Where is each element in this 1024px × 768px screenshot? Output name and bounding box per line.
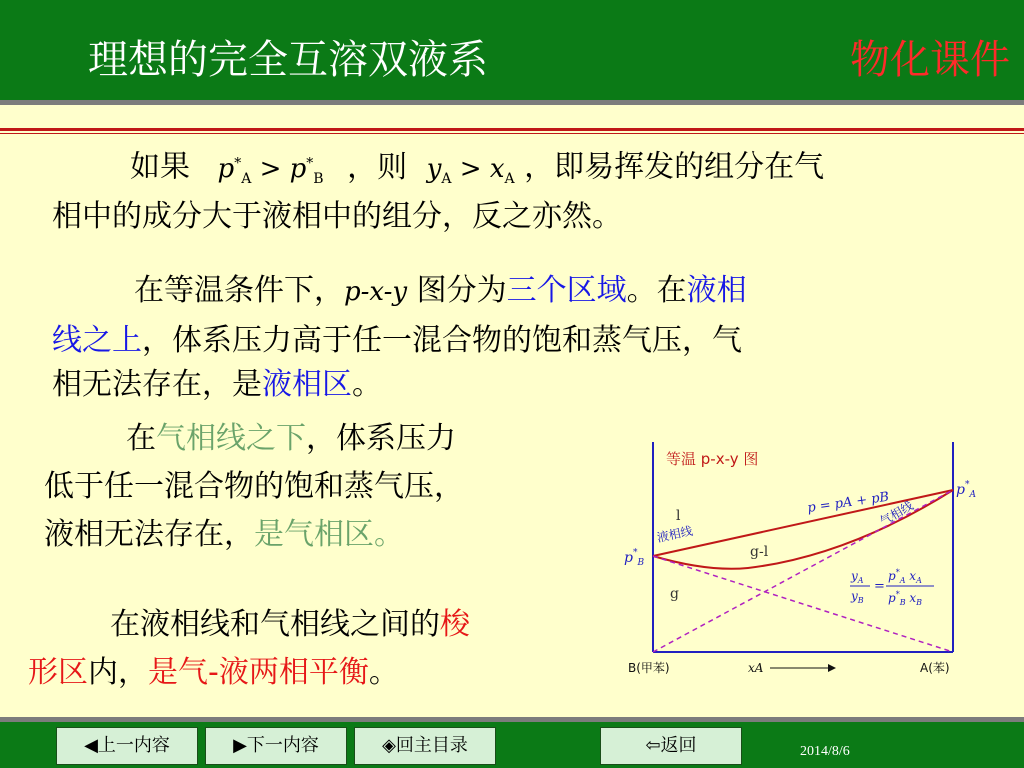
para1-suffix: ，即易挥发的组分在气 [524, 149, 825, 185]
para2-line3 [52, 360, 382, 410]
para1-mid: ，则 [347, 149, 408, 185]
region-l-label: l [676, 508, 681, 524]
prev-button[interactable]: ◀上一内容 [56, 727, 198, 765]
condition-formula: $p^*_A > p^*_B$ [217, 153, 324, 187]
para3-text: 在 [126, 421, 156, 456]
liquid-zone: 液相区 [262, 367, 352, 402]
para4-text: 。 [368, 655, 399, 690]
ratio-formula [850, 568, 934, 607]
para1-line2: 相中的成分大于液相中的组分，反之亦然。 [52, 199, 622, 234]
para1-prefix: 如果 [130, 149, 190, 185]
para4-line2 [28, 648, 399, 698]
lens-region-b: 形区 [28, 655, 88, 690]
para2-text: 相无法存在，是 [52, 367, 262, 402]
back-button[interactable]: ⇦返回 [600, 727, 742, 765]
footer-shadow [0, 717, 1024, 722]
divider-line-thin [0, 133, 1024, 134]
vapor-line-label: 气相线 [877, 498, 916, 529]
total-pressure-eq: p = pA + pB [806, 489, 890, 516]
para3-text: 液相无法存在， [44, 517, 254, 552]
result-formula: $y_A > x_A$ [426, 153, 515, 187]
slide-title: 理想的完全互溶双液系 [88, 37, 488, 83]
liquid-line-above-a: 液相 [686, 273, 747, 308]
svg-text:p*B xB: $p^*_B$ $x_B$ [888, 590, 923, 607]
para2-text: ，体系压力高于任一混合物的饱和蒸气压，气 [142, 323, 742, 358]
slide-date: 2014/8/6 [800, 744, 850, 759]
para4-line1 [110, 600, 470, 650]
para2-text: 图分为 [416, 273, 507, 308]
para4-text: 内， [88, 655, 148, 690]
x-axis-left-label: B(甲苯) [628, 661, 670, 675]
para2-text: 。 [352, 367, 382, 402]
para2-line2 [52, 316, 742, 366]
para3-text: ，体系压力 [306, 421, 456, 456]
para4-text: 在液相线和气相线之间的 [110, 607, 440, 642]
x-axis-arrowhead [828, 664, 836, 672]
pxy-diagram [618, 440, 978, 680]
svg-text:=: = [874, 579, 885, 594]
liquid-line-label: 液相线 [655, 523, 694, 545]
pA-star-label: $p^*_A$ [956, 480, 976, 500]
liquid-line-above-b: 线之上 [52, 323, 142, 358]
pB-star-label: $p^*_B$ [624, 548, 645, 568]
two-phase-equilibrium: 是气-液两相平衡 [148, 655, 369, 690]
pxy-label: p-x-y [344, 277, 408, 307]
svg-text:yA: $y_A$ [851, 569, 864, 585]
region-gl-label: g-l [750, 544, 769, 560]
svg-text:p*A xA: $p^*_A$ $x_A$ [888, 568, 922, 585]
header-shadow [0, 100, 1024, 105]
para3-line1 [126, 414, 456, 464]
divider-line [0, 128, 1024, 131]
diagram-title: 等温 p-x-y 图 [666, 450, 759, 468]
course-label: 物化课件 [850, 37, 1010, 83]
next-button[interactable]: ▶下一内容 [205, 727, 347, 765]
para2-text: 。在 [626, 273, 687, 308]
x-axis-label: xA [748, 661, 764, 675]
below-vapor-line: 气相线之下 [156, 421, 306, 456]
region-g-label: g [670, 586, 679, 602]
para2-text: 在等温条件下， [134, 273, 344, 308]
para3-line3 [44, 510, 404, 560]
para2-line1 [134, 266, 747, 317]
x-axis-right-label: A(苯) [920, 661, 950, 675]
lens-region-a: 梭 [440, 607, 470, 642]
para3-line2: 低于任一混合物的饱和蒸气压， [44, 469, 464, 504]
svg-text:yB: $y_B$ [851, 589, 864, 605]
vapor-zone: 是气相区。 [254, 517, 404, 552]
home-button[interactable]: ◈回主目录 [354, 727, 496, 765]
three-regions: 三个区域 [506, 273, 627, 308]
